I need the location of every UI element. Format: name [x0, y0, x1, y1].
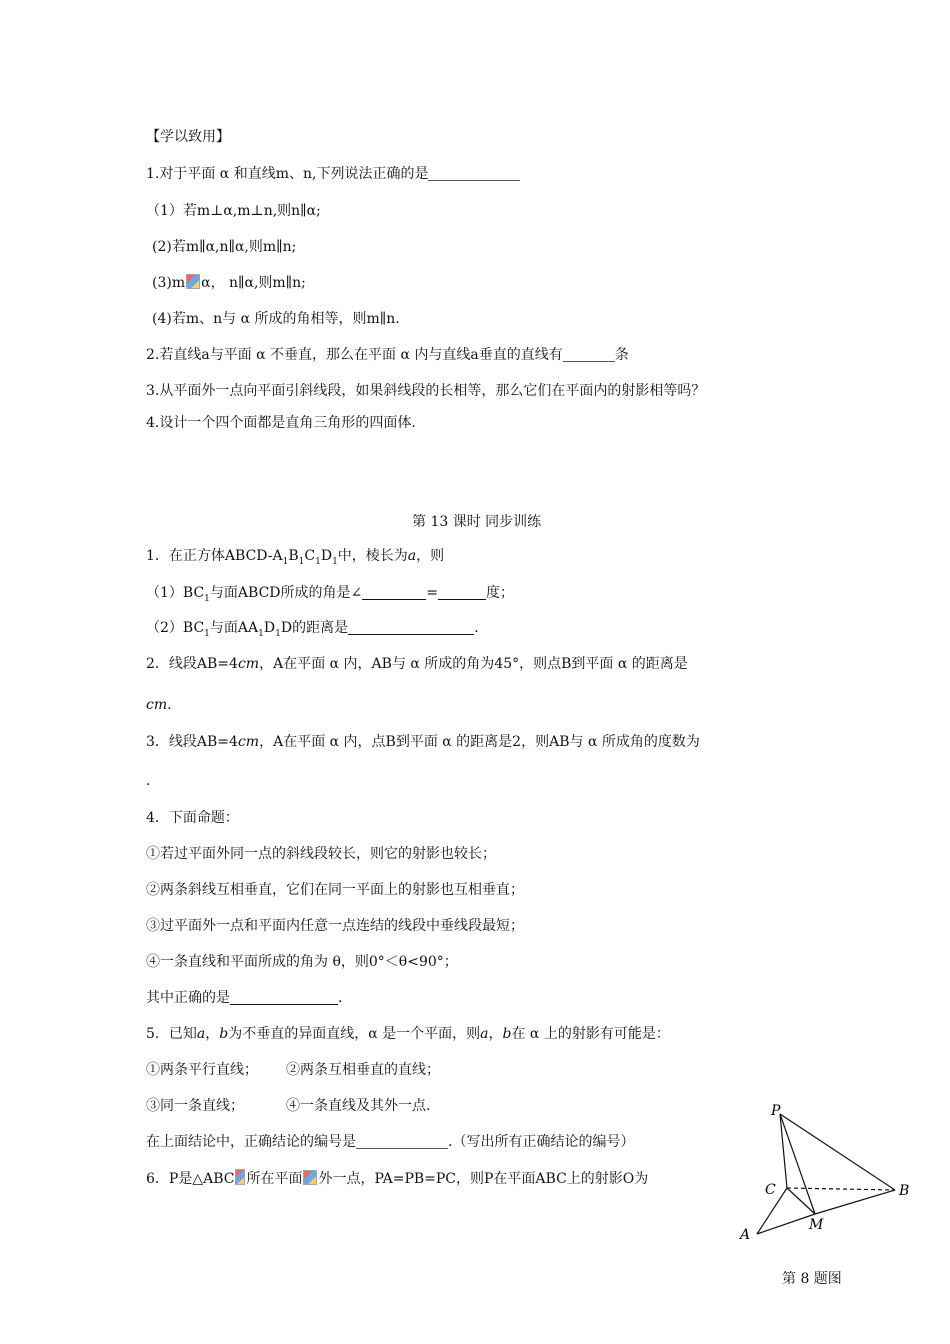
s2-q5-answer: 在上面结论中，正确结论的编号是 .（写出所有正确结论的编号）	[146, 1134, 635, 1150]
s2-question-6: 6．P是△ABC 所在平面 外一点，PA=PB=PC，则P在平面ABC上的射影O为	[146, 1171, 649, 1187]
s2-q5-options-row-1: ①两条平行直线； ②两条互相垂直的直线；	[146, 1062, 440, 1078]
lesson-title: 第 13 课时 同步训练	[412, 514, 542, 530]
label-a: A	[740, 1227, 751, 1243]
s2-q4-option-4: ④一条直线和平面所成的角为 θ，则0°＜θ<90°；	[146, 954, 458, 970]
s2-question-5: 5．已知a，b为不垂直的异面直线，α 是一个平面，则a，b在 α 上的射影有可能是：	[146, 1026, 670, 1042]
label-b: B	[899, 1183, 910, 1199]
answer-blank[interactable]	[438, 585, 486, 600]
s2-q4-option-1: ①若过平面外同一点的斜线段较长，则它的射影也较长；	[146, 846, 496, 862]
broken-image-icon	[186, 274, 200, 289]
answer-blank[interactable]	[356, 1134, 448, 1149]
s1-question-3: 3.从平面外一点向平面引斜线段，如果斜线段的长相等，那么它们在平面内的射影相等吗？	[146, 383, 706, 399]
s2-question-2: 2．线段AB=4cm，A在平面 α 内，AB与 α 所成的角为45°，则点B到平面 α 的距离是	[146, 656, 688, 672]
label-m: M	[809, 1217, 824, 1233]
broken-image-icon	[303, 1170, 317, 1185]
s2-question-2-cont: cm.	[146, 697, 172, 713]
s2-question-3-cont: .	[146, 773, 151, 789]
s1-option-2: (2)若m∥α,n∥α,则m∥n;	[152, 239, 297, 255]
s1-question-4: 4.设计一个四个面都是直角三角形的四面体.	[146, 415, 416, 431]
s1-question-1: 1.对于平面 α 和直线m、n,下列说法正确的是	[146, 165, 520, 183]
s2-q5-options-row-2: ③同一条直线； ④一条直线及其外一点.	[146, 1098, 431, 1114]
answer-blank[interactable]	[230, 990, 338, 1005]
s1-question-2: 2.若直线a与平面 α 不垂直，那么在平面 α 内与直线a垂直的直线有 条	[146, 347, 629, 363]
s2-q4-option-3: ③过平面外一点和平面内任意一点连结的线段中垂线段最短；	[146, 918, 524, 934]
section-title: 【学以致用】	[146, 129, 230, 145]
s2-question-1: 1．在正方体ABCD-$A_1B_1C_1D_1$中，棱长为a，则	[146, 548, 445, 567]
figure-caption: 第 8 题图	[782, 1271, 842, 1287]
s2-q4-option-2: ②两条斜线互相垂直，它们在同一平面上的射影也互相垂直；	[146, 882, 524, 898]
answer-blank[interactable]	[563, 347, 615, 362]
s2-question-3: 3．线段AB=4cm，A在平面 α 内，点B到平面 α 的距离是2，则AB与 α 所成角的度数为	[146, 734, 700, 750]
broken-image-icon	[235, 1169, 245, 1185]
tetrahedron-figure	[735, 1098, 925, 1248]
s1-option-3: (3)m α， n∥α,则m∥n;	[152, 275, 306, 291]
answer-blank[interactable]	[362, 585, 426, 600]
s1-option-1: （1）若m⊥α,m⊥n,则n∥α;	[146, 203, 321, 219]
answer-blank[interactable]	[428, 166, 520, 181]
label-p: P	[771, 1103, 781, 1119]
label-c: C	[765, 1182, 776, 1198]
s1-option-4: (4)若m、n与 α 所成的角相等，则m∥n.	[152, 311, 400, 327]
s2-part-1: $(1)BC_1$与面ABCD所成的角是∠ = 度；	[146, 585, 514, 604]
s2-q4-answer: 其中正确的是 .	[146, 990, 343, 1006]
s2-question-4: 4．下面命题：	[146, 810, 239, 826]
s2-part-2: $(2)BC_1$与面$AA_1D_1D$的距离是 .	[146, 620, 479, 639]
answer-blank[interactable]	[348, 620, 474, 635]
